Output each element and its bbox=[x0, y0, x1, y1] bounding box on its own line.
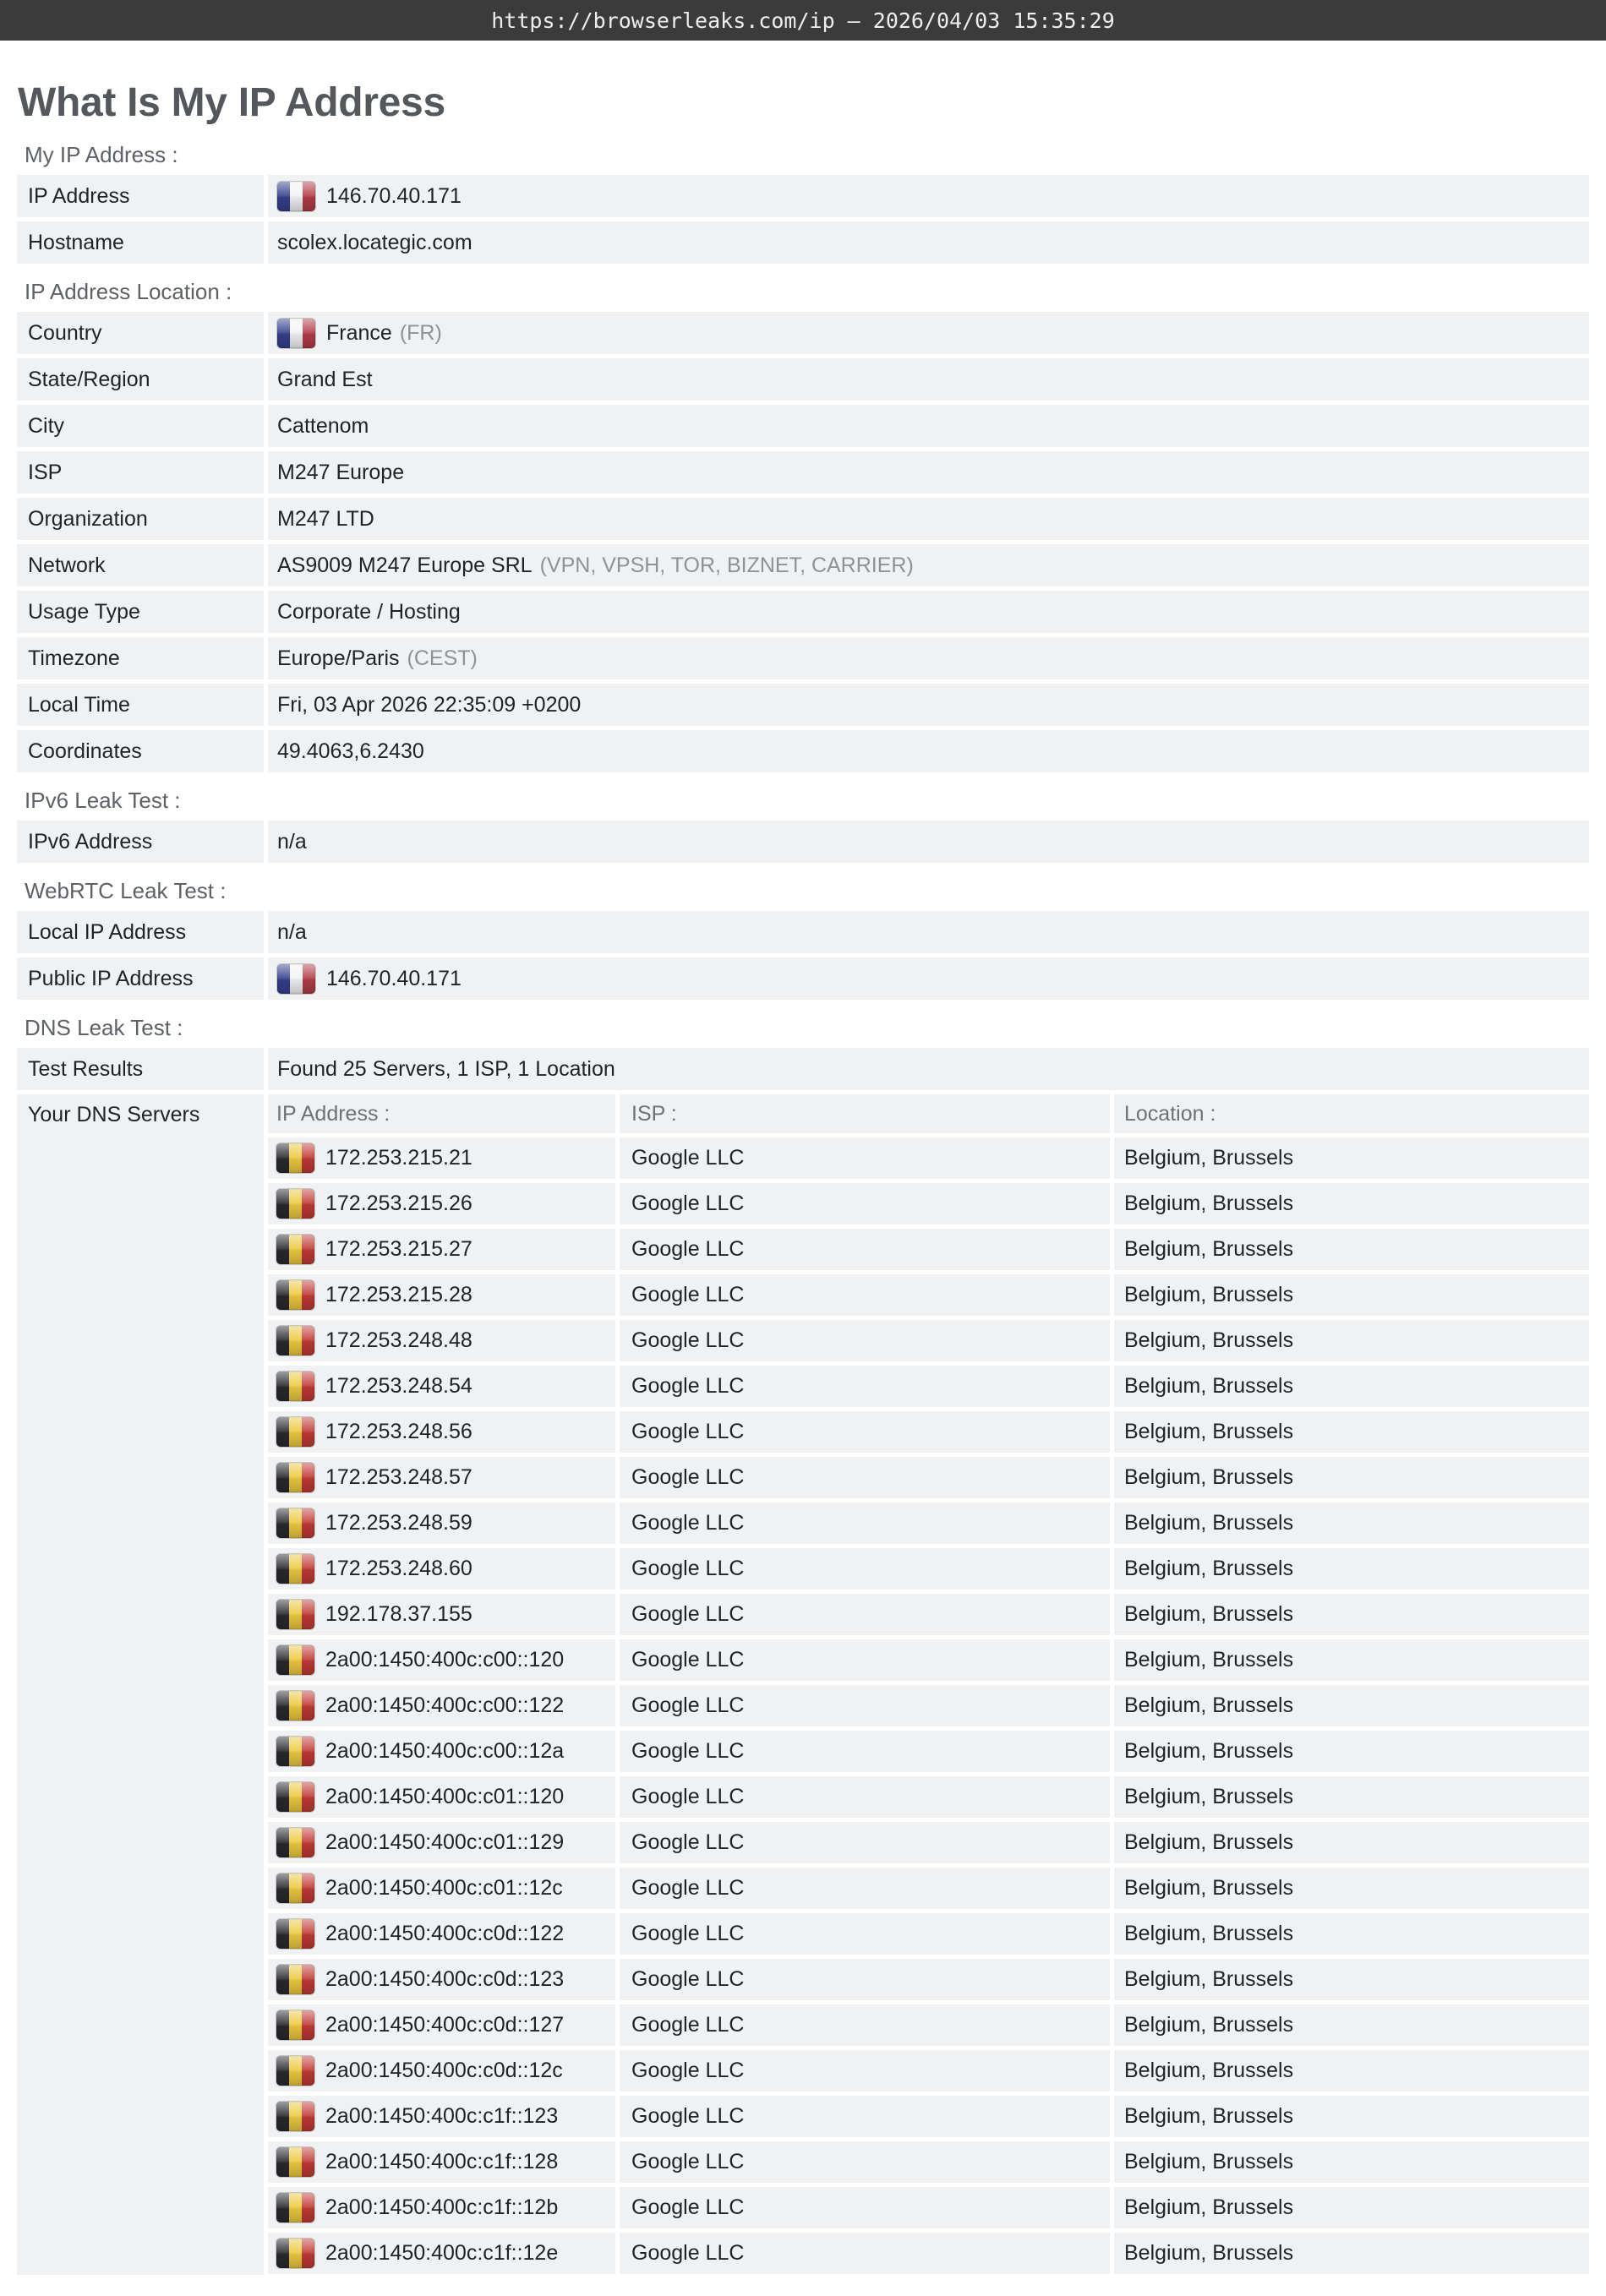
dns-location: Belgium, Brussels bbox=[1114, 2050, 1589, 2091]
dns-server-row bbox=[268, 1457, 1589, 1498]
table-webrtc bbox=[17, 911, 1589, 1000]
dns-ip: 2a00:1450:400c:c00::12a bbox=[325, 1739, 565, 1763]
dns-ip-cell bbox=[268, 2233, 615, 2274]
dns-server-row bbox=[268, 2096, 1589, 2137]
belgium-flag-icon bbox=[276, 1280, 314, 1310]
dns-isp: Google LLC bbox=[620, 1594, 1110, 1635]
dns-ip-cell bbox=[268, 1137, 615, 1179]
table-row bbox=[17, 451, 1589, 494]
dns-isp: Google LLC bbox=[620, 2050, 1110, 2091]
dns-ip: 172.253.215.28 bbox=[325, 1283, 473, 1306]
dns-header-ip: IP Address : bbox=[268, 1094, 615, 1133]
dns-ip-cell bbox=[268, 1229, 615, 1270]
dns-ip-cell bbox=[268, 1776, 615, 1818]
dns-ip-cell bbox=[268, 1548, 615, 1590]
dns-ip-cell bbox=[268, 1913, 615, 1955]
table-row bbox=[17, 637, 1589, 679]
state-region-value: Grand Est bbox=[277, 367, 373, 391]
page-title: What Is My IP Address bbox=[18, 80, 445, 125]
dns-isp: Google LLC bbox=[620, 1411, 1110, 1453]
dns-ip-cell bbox=[268, 2096, 615, 2137]
belgium-flag-icon bbox=[276, 1463, 314, 1492]
dns-server-row bbox=[268, 2141, 1589, 2183]
usage-type-value: Corporate / Hosting bbox=[277, 599, 461, 624]
france-flag-icon bbox=[277, 964, 315, 994]
table-row bbox=[17, 358, 1589, 401]
dns-ip: 2a00:1450:400c:c01::129 bbox=[325, 1830, 565, 1854]
dns-location: Belgium, Brussels bbox=[1114, 1594, 1589, 1635]
dns-ip: 2a00:1450:400c:c1f::12e bbox=[325, 2241, 559, 2265]
dns-server-row bbox=[268, 1868, 1589, 1909]
belgium-flag-icon bbox=[276, 2147, 314, 2177]
dns-ip-cell bbox=[268, 1274, 615, 1316]
belgium-flag-icon bbox=[276, 1143, 314, 1173]
dns-server-row bbox=[268, 1502, 1589, 1544]
table-row bbox=[17, 684, 1589, 726]
dns-isp: Google LLC bbox=[620, 1457, 1110, 1498]
dns-server-row bbox=[268, 1411, 1589, 1453]
row-value bbox=[268, 1048, 1589, 1090]
dns-server-row bbox=[268, 1731, 1589, 1772]
dns-ip: 172.253.248.60 bbox=[325, 1557, 473, 1580]
belgium-flag-icon bbox=[276, 2239, 314, 2268]
dns-server-row bbox=[268, 1685, 1589, 1726]
table-row bbox=[17, 821, 1589, 863]
dns-isp: Google LLC bbox=[620, 1274, 1110, 1316]
dns-ip-cell bbox=[268, 1868, 615, 1909]
organization-value: M247 LTD bbox=[277, 506, 374, 531]
dns-server-row bbox=[268, 2187, 1589, 2228]
row-label: City bbox=[17, 405, 264, 447]
dns-isp: Google LLC bbox=[620, 1776, 1110, 1818]
row-label: Timezone bbox=[17, 637, 264, 679]
isp-value: M247 Europe bbox=[277, 460, 405, 484]
dns-ip: 2a00:1450:400c:c1f::123 bbox=[325, 2104, 559, 2128]
dns-ip: 2a00:1450:400c:c1f::12b bbox=[325, 2195, 559, 2219]
belgium-flag-icon bbox=[276, 1919, 314, 1949]
row-label: Network bbox=[17, 544, 264, 586]
belgium-flag-icon bbox=[276, 2056, 314, 2086]
capture-url-bar bbox=[0, 0, 1606, 41]
row-label: Local Time bbox=[17, 684, 264, 726]
table-row bbox=[17, 957, 1589, 1000]
row-value bbox=[268, 175, 1589, 217]
dns-ip: 172.253.248.56 bbox=[325, 1420, 473, 1443]
table-row bbox=[17, 498, 1589, 540]
dns-isp: Google LLC bbox=[620, 1502, 1110, 1544]
dns-ip-cell bbox=[268, 1320, 615, 1361]
table-row bbox=[17, 312, 1589, 354]
france-flag-icon bbox=[277, 319, 315, 348]
row-label: Local IP Address bbox=[17, 911, 264, 953]
belgium-flag-icon bbox=[276, 1189, 314, 1219]
dns-location: Belgium, Brussels bbox=[1114, 1274, 1589, 1316]
timezone-value: Europe/Paris bbox=[277, 646, 400, 670]
dns-location: Belgium, Brussels bbox=[1114, 1685, 1589, 1726]
dns-ip: 2a00:1450:400c:c1f::128 bbox=[325, 2150, 559, 2173]
dns-isp: Google LLC bbox=[620, 2096, 1110, 2137]
dns-server-row bbox=[268, 1959, 1589, 2000]
dns-location: Belgium, Brussels bbox=[1114, 1959, 1589, 2000]
dns-ip-cell bbox=[268, 1411, 615, 1453]
dns-ip: 2a00:1450:400c:c00::122 bbox=[325, 1693, 565, 1717]
dns-location: Belgium, Brussels bbox=[1114, 2004, 1589, 2046]
table-location bbox=[17, 312, 1589, 772]
dns-server-row bbox=[268, 1639, 1589, 1681]
belgium-flag-icon bbox=[276, 1828, 314, 1857]
dns-server-row bbox=[268, 2050, 1589, 2091]
dns-location: Belgium, Brussels bbox=[1114, 2233, 1589, 2274]
dns-ip: 172.253.215.27 bbox=[325, 1237, 473, 1261]
dns-server-row bbox=[268, 1913, 1589, 1955]
dns-ip-cell bbox=[268, 1457, 615, 1498]
dns-location: Belgium, Brussels bbox=[1114, 1913, 1589, 1955]
row-value bbox=[268, 358, 1589, 401]
dns-location: Belgium, Brussels bbox=[1114, 1137, 1589, 1179]
network-value: AS9009 M247 Europe SRL bbox=[277, 553, 533, 577]
dns-location: Belgium, Brussels bbox=[1114, 1868, 1589, 1909]
row-value bbox=[268, 957, 1589, 1000]
belgium-flag-icon bbox=[276, 1235, 314, 1264]
table-row bbox=[17, 175, 1589, 217]
dns-ip-cell bbox=[268, 1959, 615, 2000]
dns-ip: 172.253.248.59 bbox=[325, 1511, 473, 1535]
dns-isp: Google LLC bbox=[620, 1320, 1110, 1361]
belgium-flag-icon bbox=[276, 1873, 314, 1903]
dns-location: Belgium, Brussels bbox=[1114, 1731, 1589, 1772]
dns-ip: 2a00:1450:400c:c00::120 bbox=[325, 1648, 565, 1672]
dns-isp: Google LLC bbox=[620, 1959, 1110, 2000]
dns-location: Belgium, Brussels bbox=[1114, 1776, 1589, 1818]
dns-location: Belgium, Brussels bbox=[1114, 1183, 1589, 1224]
table-row bbox=[17, 730, 1589, 772]
table-row bbox=[17, 544, 1589, 586]
table-row bbox=[17, 591, 1589, 633]
dns-server-row bbox=[268, 1548, 1589, 1590]
dns-isp: Google LLC bbox=[620, 1822, 1110, 1863]
row-label: Public IP Address bbox=[17, 957, 264, 1000]
dns-isp: Google LLC bbox=[620, 2187, 1110, 2228]
row-value bbox=[268, 405, 1589, 447]
row-label: State/Region bbox=[17, 358, 264, 401]
dns-ip-cell bbox=[268, 2141, 615, 2183]
belgium-flag-icon bbox=[276, 1508, 314, 1538]
dns-location: Belgium, Brussels bbox=[1114, 2141, 1589, 2183]
dns-ip-cell bbox=[268, 1685, 615, 1726]
row-value bbox=[268, 821, 1589, 863]
belgium-flag-icon bbox=[276, 1691, 314, 1721]
dns-isp: Google LLC bbox=[620, 1548, 1110, 1590]
row-value bbox=[268, 637, 1589, 679]
dns-server-row bbox=[268, 1320, 1589, 1361]
belgium-flag-icon bbox=[276, 2193, 314, 2222]
dns-isp: Google LLC bbox=[620, 1685, 1110, 1726]
dns-isp: Google LLC bbox=[620, 1137, 1110, 1179]
dns-isp: Google LLC bbox=[620, 1868, 1110, 1909]
belgium-flag-icon bbox=[276, 1600, 314, 1629]
row-label: IP Address bbox=[17, 175, 264, 217]
dns-isp: Google LLC bbox=[620, 2233, 1110, 2274]
dns-ip: 172.253.215.21 bbox=[325, 1146, 473, 1170]
dns-ip: 2a00:1450:400c:c0d::12c bbox=[325, 2059, 563, 2082]
row-label: Country bbox=[17, 312, 264, 354]
row-label: Test Results bbox=[17, 1048, 264, 1090]
dns-location: Belgium, Brussels bbox=[1114, 1502, 1589, 1544]
row-value bbox=[268, 684, 1589, 726]
dns-server-row bbox=[268, 1776, 1589, 1818]
dns-header-isp: ISP : bbox=[620, 1094, 1110, 1133]
section-heading-webrtc: WebRTC Leak Test : bbox=[25, 878, 227, 903]
table-row bbox=[17, 1048, 1589, 1090]
dns-location: Belgium, Brussels bbox=[1114, 2187, 1589, 2228]
row-value bbox=[268, 544, 1589, 586]
local-time-value: Fri, 03 Apr 2026 22:35:09 +0200 bbox=[277, 692, 582, 717]
dns-ip: 192.178.37.155 bbox=[325, 1602, 473, 1626]
dns-ip: 2a00:1450:400c:c0d::123 bbox=[325, 1967, 565, 1991]
table-dns bbox=[17, 1048, 1589, 2275]
row-label: Organization bbox=[17, 498, 264, 540]
row-value bbox=[268, 591, 1589, 633]
dns-isp: Google LLC bbox=[620, 1639, 1110, 1681]
dns-server-row bbox=[268, 1822, 1589, 1863]
dns-ip: 172.253.215.26 bbox=[325, 1192, 473, 1215]
row-label: Usage Type bbox=[17, 591, 264, 633]
row-label: Coordinates bbox=[17, 730, 264, 772]
dns-location: Belgium, Brussels bbox=[1114, 1229, 1589, 1270]
row-label: Hostname bbox=[17, 221, 264, 264]
public-ip-value: 146.70.40.171 bbox=[326, 966, 462, 990]
belgium-flag-icon bbox=[276, 1965, 314, 1994]
dns-server-table bbox=[268, 1094, 1589, 2275]
country-value: France bbox=[326, 320, 392, 345]
row-value bbox=[268, 498, 1589, 540]
table-ipv6 bbox=[17, 821, 1589, 863]
dns-ip-cell bbox=[268, 1183, 615, 1224]
dns-location: Belgium, Brussels bbox=[1114, 1548, 1589, 1590]
timezone-abbr: (CEST) bbox=[407, 646, 478, 670]
dns-ip-cell bbox=[268, 1502, 615, 1544]
belgium-flag-icon bbox=[276, 2010, 314, 2040]
belgium-flag-icon bbox=[276, 1417, 314, 1447]
dns-ip-cell bbox=[268, 1731, 615, 1772]
dns-location: Belgium, Brussels bbox=[1114, 1411, 1589, 1453]
dns-location: Belgium, Brussels bbox=[1114, 1457, 1589, 1498]
row-label: IPv6 Address bbox=[17, 821, 264, 863]
table-my-ip bbox=[17, 175, 1589, 264]
dns-isp: Google LLC bbox=[620, 1366, 1110, 1407]
belgium-flag-icon bbox=[276, 1554, 314, 1584]
dns-location: Belgium, Brussels bbox=[1114, 2096, 1589, 2137]
dns-server-row bbox=[268, 1366, 1589, 1407]
row-value bbox=[268, 730, 1589, 772]
dns-server-row bbox=[268, 1594, 1589, 1635]
row-value bbox=[268, 221, 1589, 264]
coordinates-value: 49.4063,6.2430 bbox=[277, 739, 424, 763]
dns-isp: Google LLC bbox=[620, 1229, 1110, 1270]
dns-ip: 172.253.248.57 bbox=[325, 1465, 473, 1489]
dns-ip-cell bbox=[268, 2050, 615, 2091]
dns-ip: 172.253.248.48 bbox=[325, 1328, 473, 1352]
local-ip-value: n/a bbox=[277, 919, 307, 944]
dns-isp: Google LLC bbox=[620, 2004, 1110, 2046]
dns-ip-cell bbox=[268, 1822, 615, 1863]
dns-server-row bbox=[268, 1183, 1589, 1224]
dns-ip-cell bbox=[268, 2187, 615, 2228]
section-heading-my-ip: My IP Address : bbox=[25, 142, 178, 167]
section-heading-ipv6: IPv6 Leak Test : bbox=[25, 788, 181, 813]
network-tags: (VPN, VPSH, TOR, BIZNET, CARRIER) bbox=[539, 553, 914, 577]
dns-ip: 2a00:1450:400c:c01::120 bbox=[325, 1785, 565, 1808]
dns-ip-cell bbox=[268, 1594, 615, 1635]
belgium-flag-icon bbox=[276, 2102, 314, 2131]
dns-server-row bbox=[268, 1229, 1589, 1270]
section-heading-location: IP Address Location : bbox=[25, 279, 232, 304]
country-code: (FR) bbox=[399, 320, 442, 345]
dns-ip-cell bbox=[268, 1366, 615, 1407]
dns-header-location: Location : bbox=[1114, 1094, 1589, 1133]
row-value bbox=[268, 312, 1589, 354]
table-row bbox=[17, 911, 1589, 953]
belgium-flag-icon bbox=[276, 1782, 314, 1812]
dns-server-table-body bbox=[268, 1137, 1589, 2274]
test-results-value: Found 25 Servers, 1 ISP, 1 Location bbox=[277, 1056, 615, 1081]
ip-address-value: 146.70.40.171 bbox=[326, 183, 462, 208]
table-row bbox=[17, 221, 1589, 264]
dns-ip: 2a00:1450:400c:c01::12c bbox=[325, 1876, 563, 1900]
belgium-flag-icon bbox=[276, 1372, 314, 1401]
city-value: Cattenom bbox=[277, 413, 369, 438]
row-value bbox=[268, 911, 1589, 953]
dns-location: Belgium, Brussels bbox=[1114, 1320, 1589, 1361]
dns-servers-row bbox=[17, 1094, 1589, 2275]
dns-table-header bbox=[268, 1094, 1589, 1133]
row-value bbox=[268, 451, 1589, 494]
belgium-flag-icon bbox=[276, 1645, 314, 1675]
dns-server-row bbox=[268, 1137, 1589, 1179]
dns-ip: 2a00:1450:400c:c0d::122 bbox=[325, 1922, 565, 1945]
ipv6-address-value: n/a bbox=[277, 829, 307, 854]
dns-server-row bbox=[268, 2004, 1589, 2046]
dns-ip-cell bbox=[268, 1639, 615, 1681]
dns-isp: Google LLC bbox=[620, 1183, 1110, 1224]
dns-location: Belgium, Brussels bbox=[1114, 1366, 1589, 1407]
dns-server-row bbox=[268, 2233, 1589, 2274]
table-row bbox=[17, 405, 1589, 447]
dns-location: Belgium, Brussels bbox=[1114, 1639, 1589, 1681]
dns-ip-cell bbox=[268, 2004, 615, 2046]
row-label: ISP bbox=[17, 451, 264, 494]
dns-ip: 172.253.248.54 bbox=[325, 1374, 473, 1398]
dns-ip: 2a00:1450:400c:c0d::127 bbox=[325, 2013, 565, 2037]
belgium-flag-icon bbox=[276, 1737, 314, 1766]
row-label: Your DNS Servers bbox=[17, 1094, 264, 2275]
dns-server-row bbox=[268, 1274, 1589, 1316]
url-text: https://browserleaks.com/ip — 2026/04/03 15:35:29 bbox=[491, 8, 1115, 33]
dns-isp: Google LLC bbox=[620, 1913, 1110, 1955]
hostname-value: scolex.locategic.com bbox=[277, 230, 473, 254]
dns-location: Belgium, Brussels bbox=[1114, 1822, 1589, 1863]
dns-isp: Google LLC bbox=[620, 1731, 1110, 1772]
france-flag-icon bbox=[277, 182, 315, 211]
section-heading-dns: DNS Leak Test : bbox=[25, 1015, 183, 1040]
belgium-flag-icon bbox=[276, 1326, 314, 1355]
dns-isp: Google LLC bbox=[620, 2141, 1110, 2183]
